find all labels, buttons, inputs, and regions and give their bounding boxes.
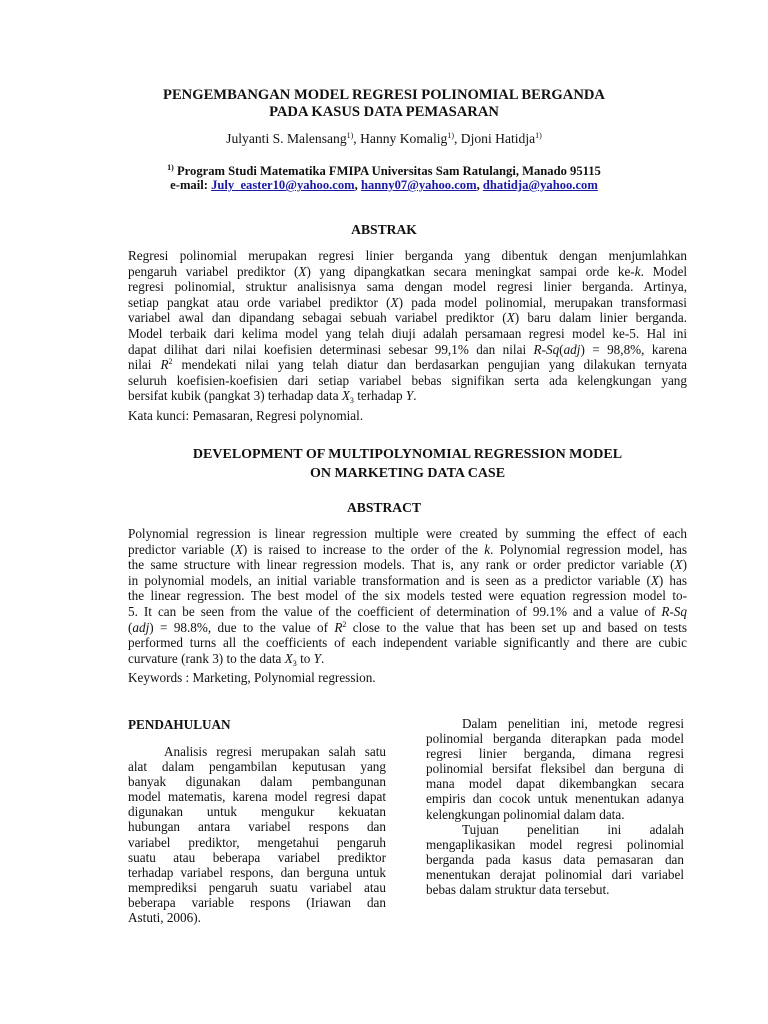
body-line: Astuti, 2006). — [128, 910, 201, 926]
author-name: Hanny Komalig — [360, 131, 448, 146]
abstract-line: curvature (rank 3) to the data $X_3$ to Y. — [128, 650, 325, 668]
body-line: mengaplikasikan model regresi polinomial — [426, 836, 684, 852]
affiliation-text: Program Studi Matematika FMIPA Universitas Sam Ratulangi, Manado 95115 — [176, 164, 601, 178]
kata-kunci: Kata kunci: Pemasaran, Regresi polynomial. — [128, 408, 364, 423]
body-line: kelengkungan polinomial dalam data. — [426, 806, 625, 822]
paper-title — [130, 87, 638, 121]
abstrak-line: variabel awal dan dipandang sebagai sebuah variabel prediktor (X) baru dalam linier berganda. — [128, 310, 688, 326]
author-name: Julyanti S. Malensang — [226, 131, 347, 146]
author-mark: 1) — [535, 131, 542, 140]
body-line: regresi linier berganda, dimana regresi — [426, 746, 684, 762]
abstrak-line: setiap pangkat atau orde variabel prediktor (X) pada model polinomial, merupakan transformasi — [128, 294, 687, 310]
abstrak-line: nilai $R^2$ mendekati nilai yang telah diatur dan berdasarkan pengujian yang dilakukan ternyata — [128, 357, 687, 373]
abstract-line: performed turns all the coefficients of each independent variable significantly and there are cubic — [128, 635, 687, 651]
abstract-line: 5. It can be seen from the value of the coefficient of determination of 99.1% and a value of R-Sq — [128, 603, 687, 619]
left-column — [128, 744, 386, 925]
body-line: Dalam penelitian ini, metode regresi — [462, 716, 684, 731]
abstract-line: Polynomial regression is linear regression multiple were created by summing the effect of each — [128, 526, 687, 541]
body-line: alat dalam pengambilan keputusan yang — [128, 759, 386, 775]
body-line: Analisis regresi merupakan salah satu — [164, 744, 386, 759]
abstrak-line: seluruh koefisien-koefisien dari setiap variabel bebas signifikan serta ada kelengkungan yang — [128, 372, 687, 388]
email-link[interactable]: hanny07@yahoo.com — [360, 178, 477, 192]
english-title-line-2: ON MARKETING DATA CASE — [309, 466, 506, 481]
body-line: memprediksi pengaruh suatu variabel atau — [128, 879, 386, 895]
abstract-line: predictor variable (X) is raised to increase to the order of the k. Polynomial regression model, has — [128, 541, 687, 557]
body-line: polinomial berganda diterapkan pada model — [426, 731, 684, 747]
author-mark: 1) — [447, 131, 454, 140]
section-heading: PENDAHULUAN — [128, 717, 231, 732]
abstract-line: (adj) = 98.8%, due to the value of $R^2$ close to the value that has been set up and based on tests — [128, 619, 687, 635]
abstract-body — [128, 526, 687, 666]
body-line: polinomial bersifat fleksibel dan berguna di — [426, 761, 684, 777]
email-label: e-mail: — [170, 178, 208, 192]
body-line: Tujuan penelitian ini adalah — [462, 821, 684, 837]
body-line: empiris dan cocok untuk menentukan adanya — [426, 791, 684, 807]
body-line: mana model dapat dikembangkan secara — [426, 776, 684, 792]
body-line: bebas dalam struktur data tersebut. — [426, 882, 610, 898]
abstrak-line: dapat dilihat dari nilai koefisien determinasi sebesar 99,1% dan nilai R-Sq(adj) = 98,8%, karena — [128, 341, 687, 357]
abstrak-line: pengaruh variabel prediktor (X) yang dipangkatkan secara meningkat sampai orde ke-k. Model — [128, 263, 687, 279]
affiliation — [100, 164, 668, 179]
email-link[interactable]: dhatidja@yahoo.com — [482, 178, 598, 192]
body-line: variabel prediktor, mengetahui pengaruh — [128, 834, 386, 850]
email-link[interactable]: July_easter10@yahoo.com — [211, 178, 355, 192]
abstract-line: in polynomial models, an initial variable transformation and is seen as a predictor variable (X) has — [128, 572, 687, 588]
abstrak-line: bersifat kubik (pangkat 3) terhadap data $X_3$ terhadap Y. — [128, 388, 417, 406]
body-line: terhadap variabel respons, dan berguna untuk — [128, 864, 386, 880]
title-line-1: PENGEMBANGAN MODEL REGRESI POLINOMIAL BERGANDA — [163, 87, 605, 103]
keywords: Keywords : Marketing, Polynomial regression. — [128, 670, 376, 685]
abstract-line: the linear regression. The best model of the six models tested were equation regression model to- — [128, 588, 687, 604]
english-title-line-1: DEVELOPMENT OF MULTIPOLYNOMIAL REGRESSION MODEL — [192, 447, 623, 462]
body-line: model matematis, karena model regresi dapat — [128, 789, 386, 805]
english-title — [128, 445, 687, 483]
author-list: Julyanti S. Malensang$^{1)}$, Hanny Komalig$^{1)}$, Djoni Hatidja$^{1)}$ — [226, 131, 542, 146]
body-line: digunakan untuk mengukur kekuatan — [128, 804, 386, 820]
author-name: Djoni Hatidja — [460, 131, 536, 146]
body-line: menentukan derajat polinomial dari variabel — [426, 866, 684, 882]
title-line-2: PADA KASUS DATA PEMASARAN — [269, 104, 499, 120]
abstrak-body — [128, 248, 687, 404]
body-line: beberapa variable respons (Iriawan dan — [128, 894, 386, 910]
abstrak-line: regresi polinomial, struktur analisisnya sama dengan model regresi linier berganda. Artinya, — [128, 279, 687, 295]
body-line: banyak digunakan dalam pembangunan — [128, 774, 386, 790]
body-line: hubungan antara variabel respons dan — [128, 819, 386, 835]
author-mark: 1) — [346, 131, 354, 140]
abstract-heading: ABSTRACT — [346, 500, 422, 515]
affiliation-mark: 1) — [167, 163, 174, 172]
abstrak-line: Regresi polinomial merupakan regresi linier berganda yang dibentuk dengan menjumlahkan — [128, 248, 687, 263]
abstrak-line: Model terbaik dari kelima model yang telah diuji adalah persamaan regresi model ke-5. Hal ini — [128, 325, 687, 341]
abstrak-heading: ABSTRAK — [351, 222, 417, 237]
right-column — [426, 716, 684, 897]
body-line: berganda pada kasus data pemasaran dan — [426, 851, 684, 867]
email-line: e-mail: July_easter10@yahoo.com, hanny07@yahoo.com, dhatidja@yahoo.com — [170, 178, 598, 192]
abstract-line: the same structure with linear regression models. That is, any rank or order predictor variable (X) — [128, 557, 687, 573]
body-line: suatu atau beberapa variabel prediktor — [128, 849, 386, 865]
